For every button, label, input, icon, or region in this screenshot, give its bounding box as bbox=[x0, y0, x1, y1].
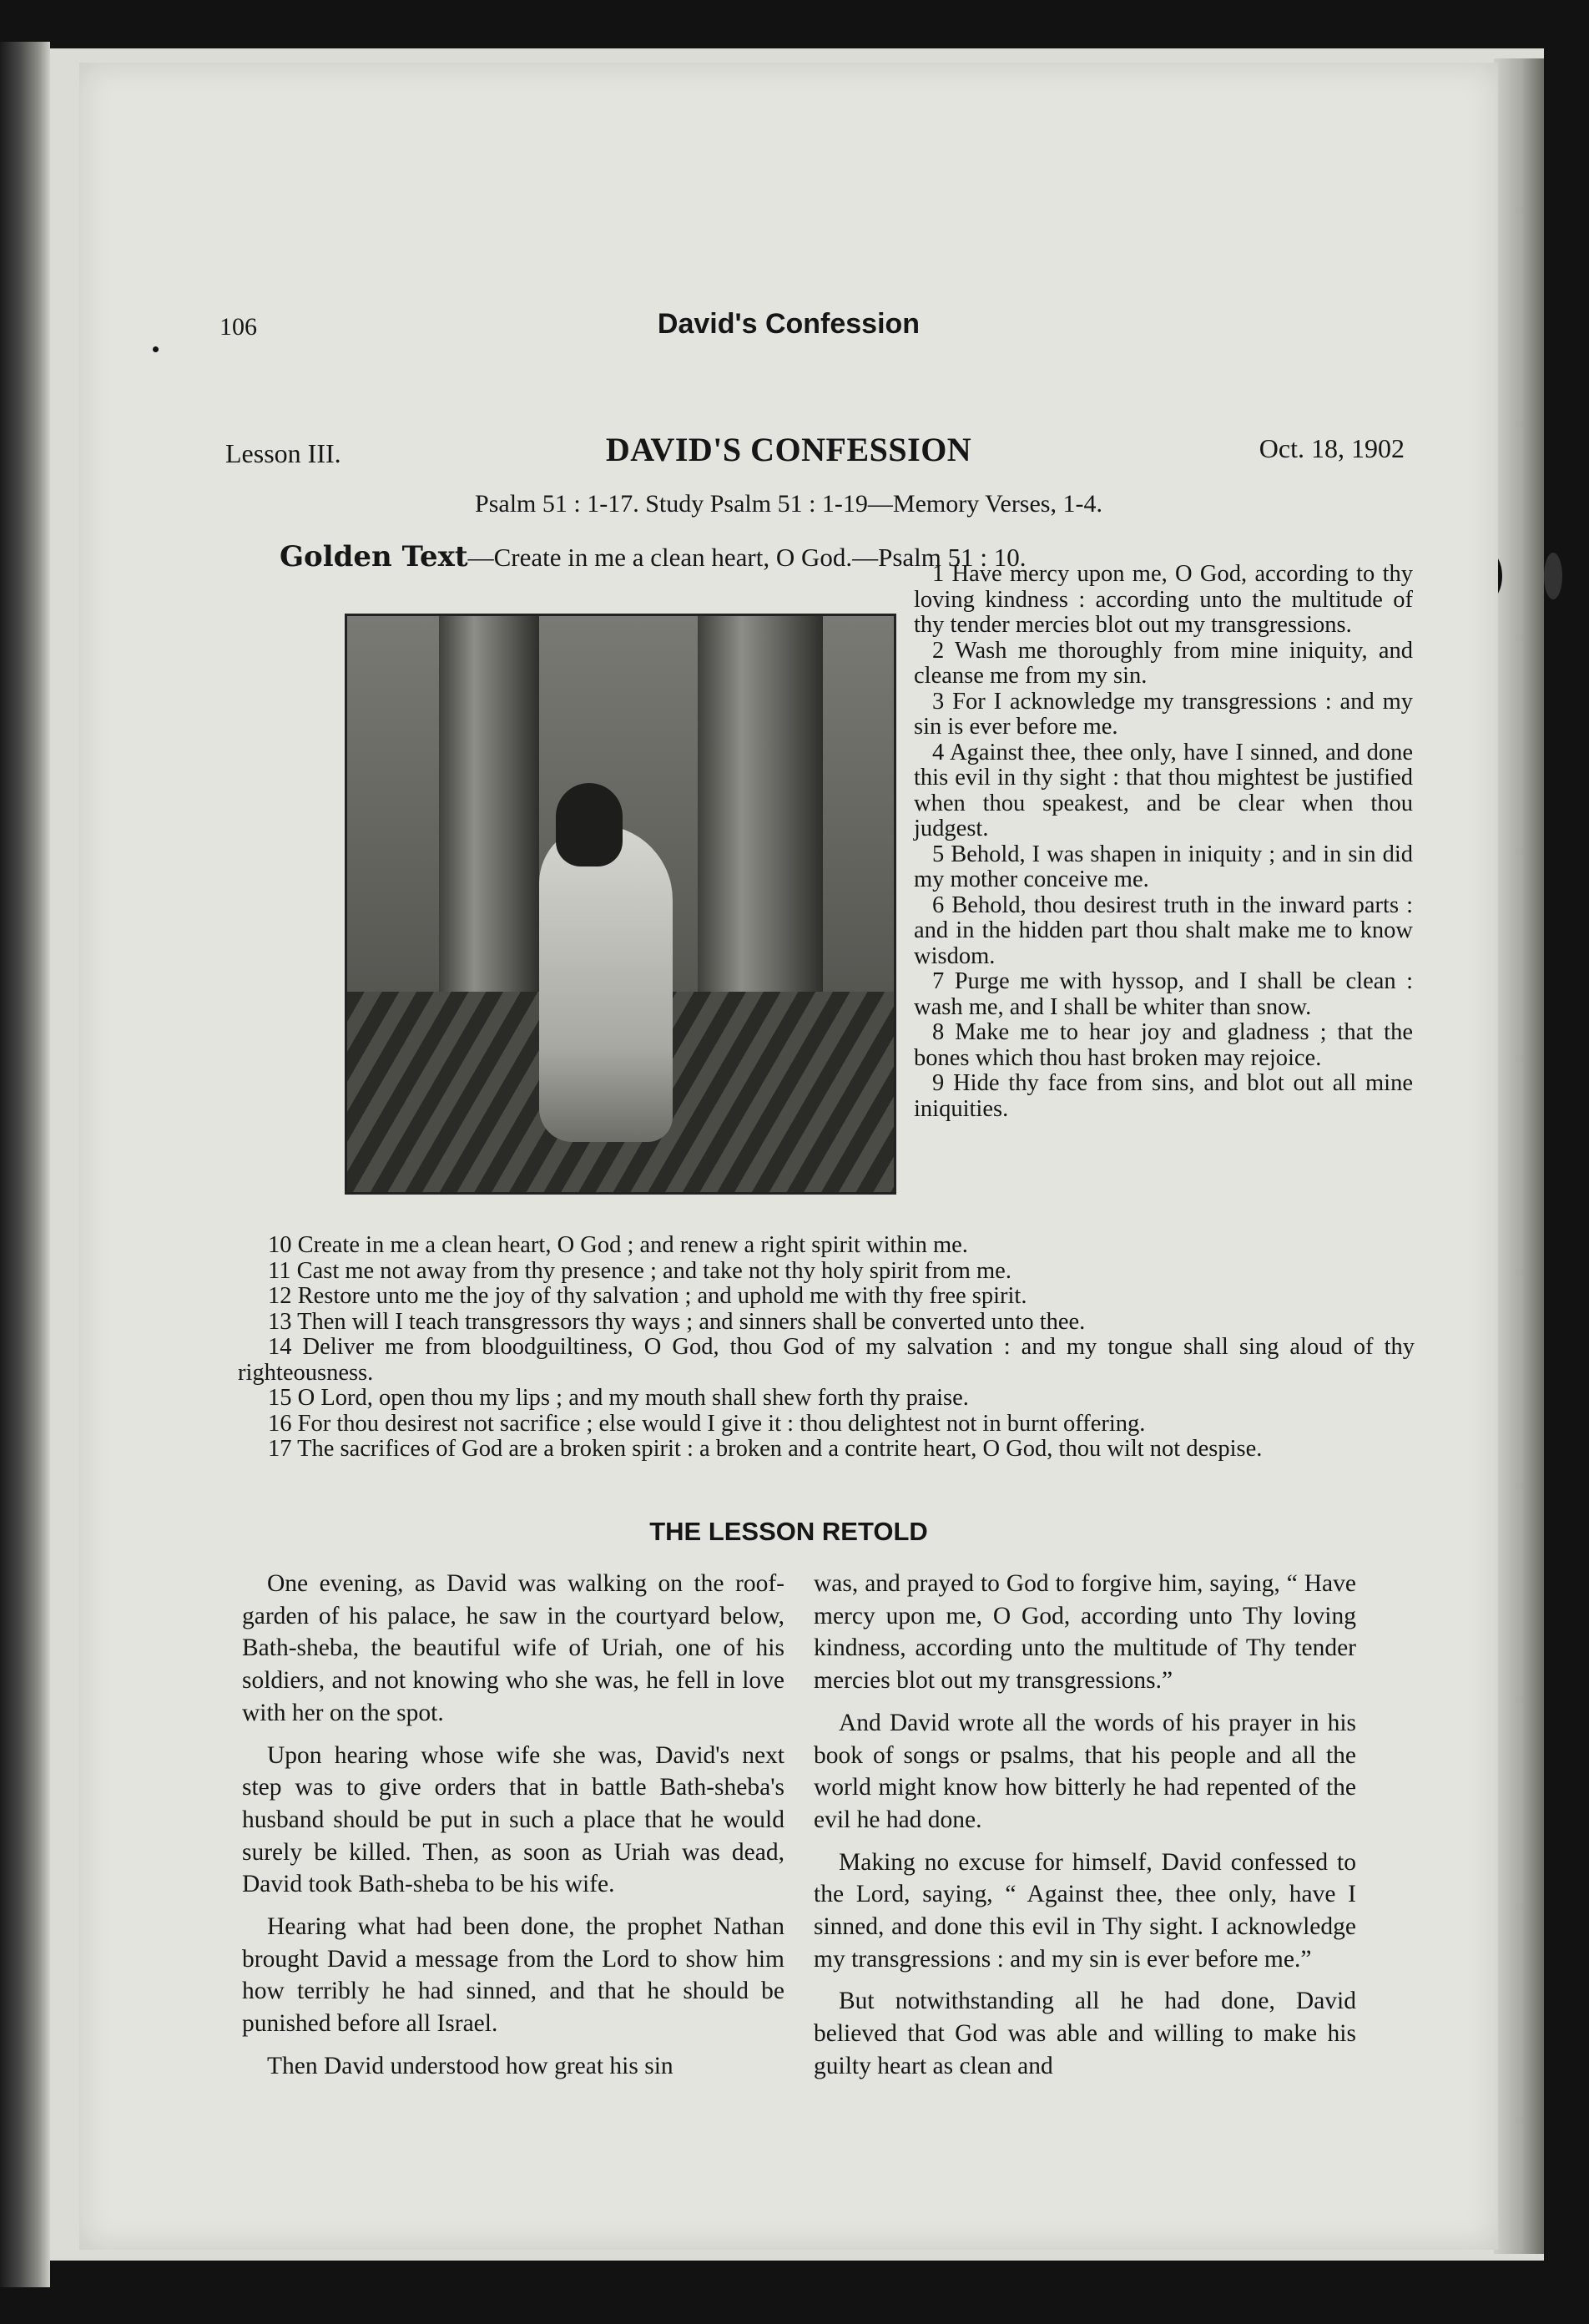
page-number: 106 bbox=[219, 313, 257, 341]
scripture-references: Psalm 51 : 1-17. Study Psalm 51 : 1-19—Memory Verses, 1-4. bbox=[475, 490, 1102, 518]
book-page bbox=[79, 63, 1498, 2250]
dust-speck bbox=[153, 346, 159, 352]
paragraph: One evening, as David was walking on the roof-garden of his palace, he saw in the courtyard below, Bath-sheba, the beautiful wife of Uriah, one of his soldiers, and not knowing who she was, he fell in love with her on the spot. bbox=[242, 1570, 784, 1726]
paragraph: was, and prayed to God to forgive him, saying, “ Have mercy upon me, O God, according unto Thy loving kindness, according unto the multitude of Thy tender mercies blot out my transgressions.” bbox=[814, 1570, 1356, 1695]
verse: 7 Purge me with hyssop, and I shall be clean : wash me, and I shall be whiter than snow. bbox=[914, 968, 1413, 1020]
verse: 16 For thou desirest not sacrifice ; else would I give it : thou delightest not in burnt offering. bbox=[268, 1410, 1146, 1437]
golden-text-body: —Create in me a clean heart, O God.—Psalm 51 : 10. bbox=[467, 543, 1027, 572]
verse: 10 Create in me a clean heart, O God ; and renew a right spirit within me. bbox=[268, 1232, 968, 1258]
verse: 2 Wash me thoroughly from mine iniquity, and cleanse me from my sin. bbox=[914, 637, 1413, 689]
binding-hole-mark bbox=[1544, 553, 1562, 599]
paragraph: But notwithstanding all he had done, David believed that God was able and willing to make his guilty heart as clean and bbox=[814, 1988, 1356, 2079]
paragraph: Upon hearing whose wife she was, David's next step was to give orders that in battle Bath-sheba's husband should be put in such a place that he would surely be killed. Then, as soon as Uriah was dead, David took Bath-sheba to be his wife. bbox=[242, 1741, 784, 1898]
paragraph: Making no excuse for himself, David confessed to the Lord, saying, “ Against thee, thee only, have I sinned, and done this evil in Thy sight. I acknowledge my transgressions : and my sin is ever before me.” bbox=[814, 1848, 1356, 1973]
paragraph: Hearing what had been done, the prophet Nathan brought David a message from the Lord to show him how terribly he had sinned, and that he should be punished before all Israel. bbox=[242, 1913, 784, 2038]
running-header bbox=[79, 308, 1498, 371]
paragraph: And David wrote all the words of his prayer in his book of songs or psalms, that his people and all the world might know how bitterly he had repented of the evil he had done. bbox=[814, 1709, 1356, 1833]
verse: 4 Against thee, thee only, have I sinned, and done this evil in thy sight : that thou mightest be justified when thou speakest, and be clear when thou judgest. bbox=[914, 739, 1413, 841]
book-binding-edge bbox=[0, 42, 50, 2287]
verse: 17 The sacrifices of God are a broken spirit : a broken and a contrite heart, O God, thou wilt not despise. bbox=[268, 1436, 1263, 1462]
verses-full-width bbox=[238, 1233, 1415, 1463]
verse: 13 Then will I teach transgressors thy ways ; and sinners shall be converted unto thee. bbox=[268, 1308, 1086, 1335]
verse: 8 Make me to hear joy and gladness ; that the bones which thou hast broken may rejoice. bbox=[914, 1019, 1413, 1071]
pillar-shape bbox=[439, 616, 539, 1050]
facing-page-edge bbox=[1494, 58, 1544, 2254]
kneeling-figure-shape bbox=[539, 825, 673, 1142]
retold-left-column bbox=[242, 1568, 784, 2083]
figure-head-shape bbox=[556, 783, 623, 866]
retold-right-column bbox=[814, 1568, 1356, 2083]
lesson-date: Oct. 18, 1902 bbox=[1259, 433, 1405, 463]
verse: 14 Deliver me from bloodguiltiness, O God, thou God of my salvation : and my tongue shall sing aloud of thy righteousness. bbox=[238, 1334, 1415, 1386]
verse: 11 Cast me not away from thy presence ; and take not thy holy spirit from me. bbox=[268, 1257, 1011, 1284]
pillar-shape bbox=[698, 616, 823, 1050]
verse: 12 Restore unto me the joy of thy salvation ; and uphold me with thy free spirit. bbox=[268, 1283, 1027, 1309]
running-title: David's Confession bbox=[657, 308, 921, 340]
paragraph: Then David understood how great his sin bbox=[267, 2052, 673, 2079]
kneeling-david-illustration bbox=[345, 614, 896, 1195]
verse: 3 For I acknowledge my transgressions : and my sin is ever before me. bbox=[914, 688, 1413, 740]
verse: 9 Hide thy face from sins, and blot out all mine iniquities. bbox=[914, 1070, 1413, 1122]
verse: 1 Have mercy upon me, O God, according to thy loving kindness : according unto the multitude of thy tender mercies blot out my transgressions. bbox=[914, 561, 1413, 638]
verse: 5 Behold, I was shapen in iniquity ; and in sin did my mother conceive me. bbox=[914, 841, 1413, 892]
lesson-label: Lesson III. bbox=[225, 438, 341, 468]
verse: 6 Behold, thou desirest truth in the inward parts : and in the hidden part thou shalt make me to know wisdom. bbox=[914, 892, 1413, 969]
verse: 15 O Lord, open thou my lips ; and my mouth shall shew forth thy praise. bbox=[268, 1385, 969, 1411]
verses-beside-image bbox=[914, 562, 1413, 1122]
lesson-title: DAVID'S CONFESSION bbox=[605, 431, 972, 468]
section-heading: THE LESSON RETOLD bbox=[649, 1517, 928, 1546]
golden-text-label: Golden Text bbox=[280, 540, 468, 573]
